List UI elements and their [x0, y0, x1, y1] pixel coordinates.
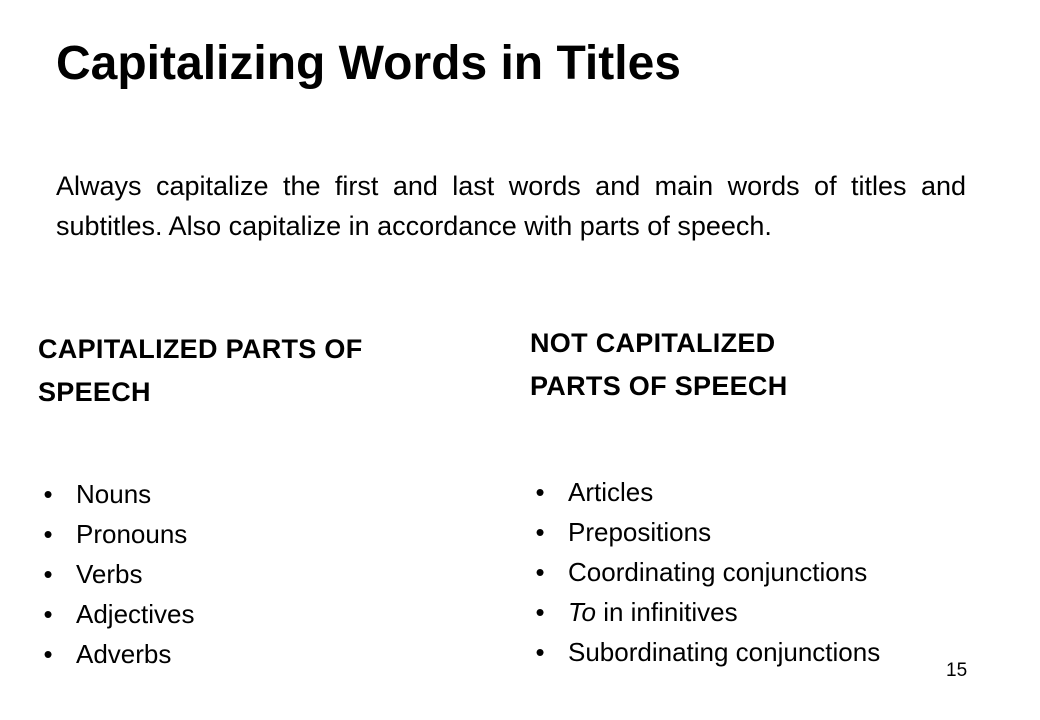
not-capitalized-heading-line2: PARTS OF SPEECH [530, 371, 788, 401]
list-item [530, 592, 1010, 632]
list-item-label: in infinitives [595, 597, 738, 627]
list-item-label: Coordinating conjunctions [568, 557, 868, 587]
list-item [530, 472, 1010, 512]
list-item-label: Prepositions [568, 517, 712, 547]
capitalized-heading-line2: SPEECH [38, 377, 151, 407]
list-item-label: Adjectives [76, 599, 195, 629]
bullet-icon: • [535, 557, 545, 587]
list-item-label: Adverbs [76, 639, 172, 669]
bullet-icon: • [43, 599, 53, 629]
list-item [530, 512, 1010, 552]
bullet-icon: • [535, 477, 545, 507]
not-capitalized-heading-line1: NOT CAPITALIZED [530, 328, 776, 358]
list-item-label: Verbs [76, 559, 143, 589]
bullet-icon: • [43, 479, 53, 509]
list-item [38, 594, 508, 634]
list-item [38, 634, 508, 674]
list-item [38, 474, 508, 514]
capitalized-list [38, 474, 508, 674]
page-number: 15 [946, 660, 968, 681]
bullet-icon: • [43, 639, 53, 669]
intro-paragraph: Always capitalize the first and last words and main words of titles and subtitles. Also capitalize in accordance with parts of speech. [56, 171, 966, 241]
slide-title: Capitalizing Words in Titles [56, 37, 681, 90]
bullet-icon: • [535, 597, 545, 627]
list-item [38, 554, 508, 594]
capitalized-heading-line1: CAPITALIZED PARTS OF [38, 334, 363, 364]
bullet-icon: • [535, 637, 545, 667]
capitalized-column [38, 322, 508, 674]
list-item-label: Articles [568, 477, 654, 507]
capitalized-heading [38, 328, 508, 414]
list-item [530, 552, 1010, 592]
list-item-emphasis: To [568, 597, 596, 627]
list-item [38, 514, 508, 554]
bullet-icon: • [43, 559, 53, 589]
list-item [530, 632, 1010, 672]
bullet-icon: • [535, 517, 545, 547]
not-capitalized-column [530, 322, 1010, 672]
list-item-label: Subordinating conjunctions [568, 637, 881, 667]
list-item-label: Pronouns [76, 519, 188, 549]
not-capitalized-list [530, 472, 1010, 672]
list-item-label: Nouns [76, 479, 152, 509]
not-capitalized-heading [530, 322, 1010, 408]
bullet-icon: • [43, 519, 53, 549]
